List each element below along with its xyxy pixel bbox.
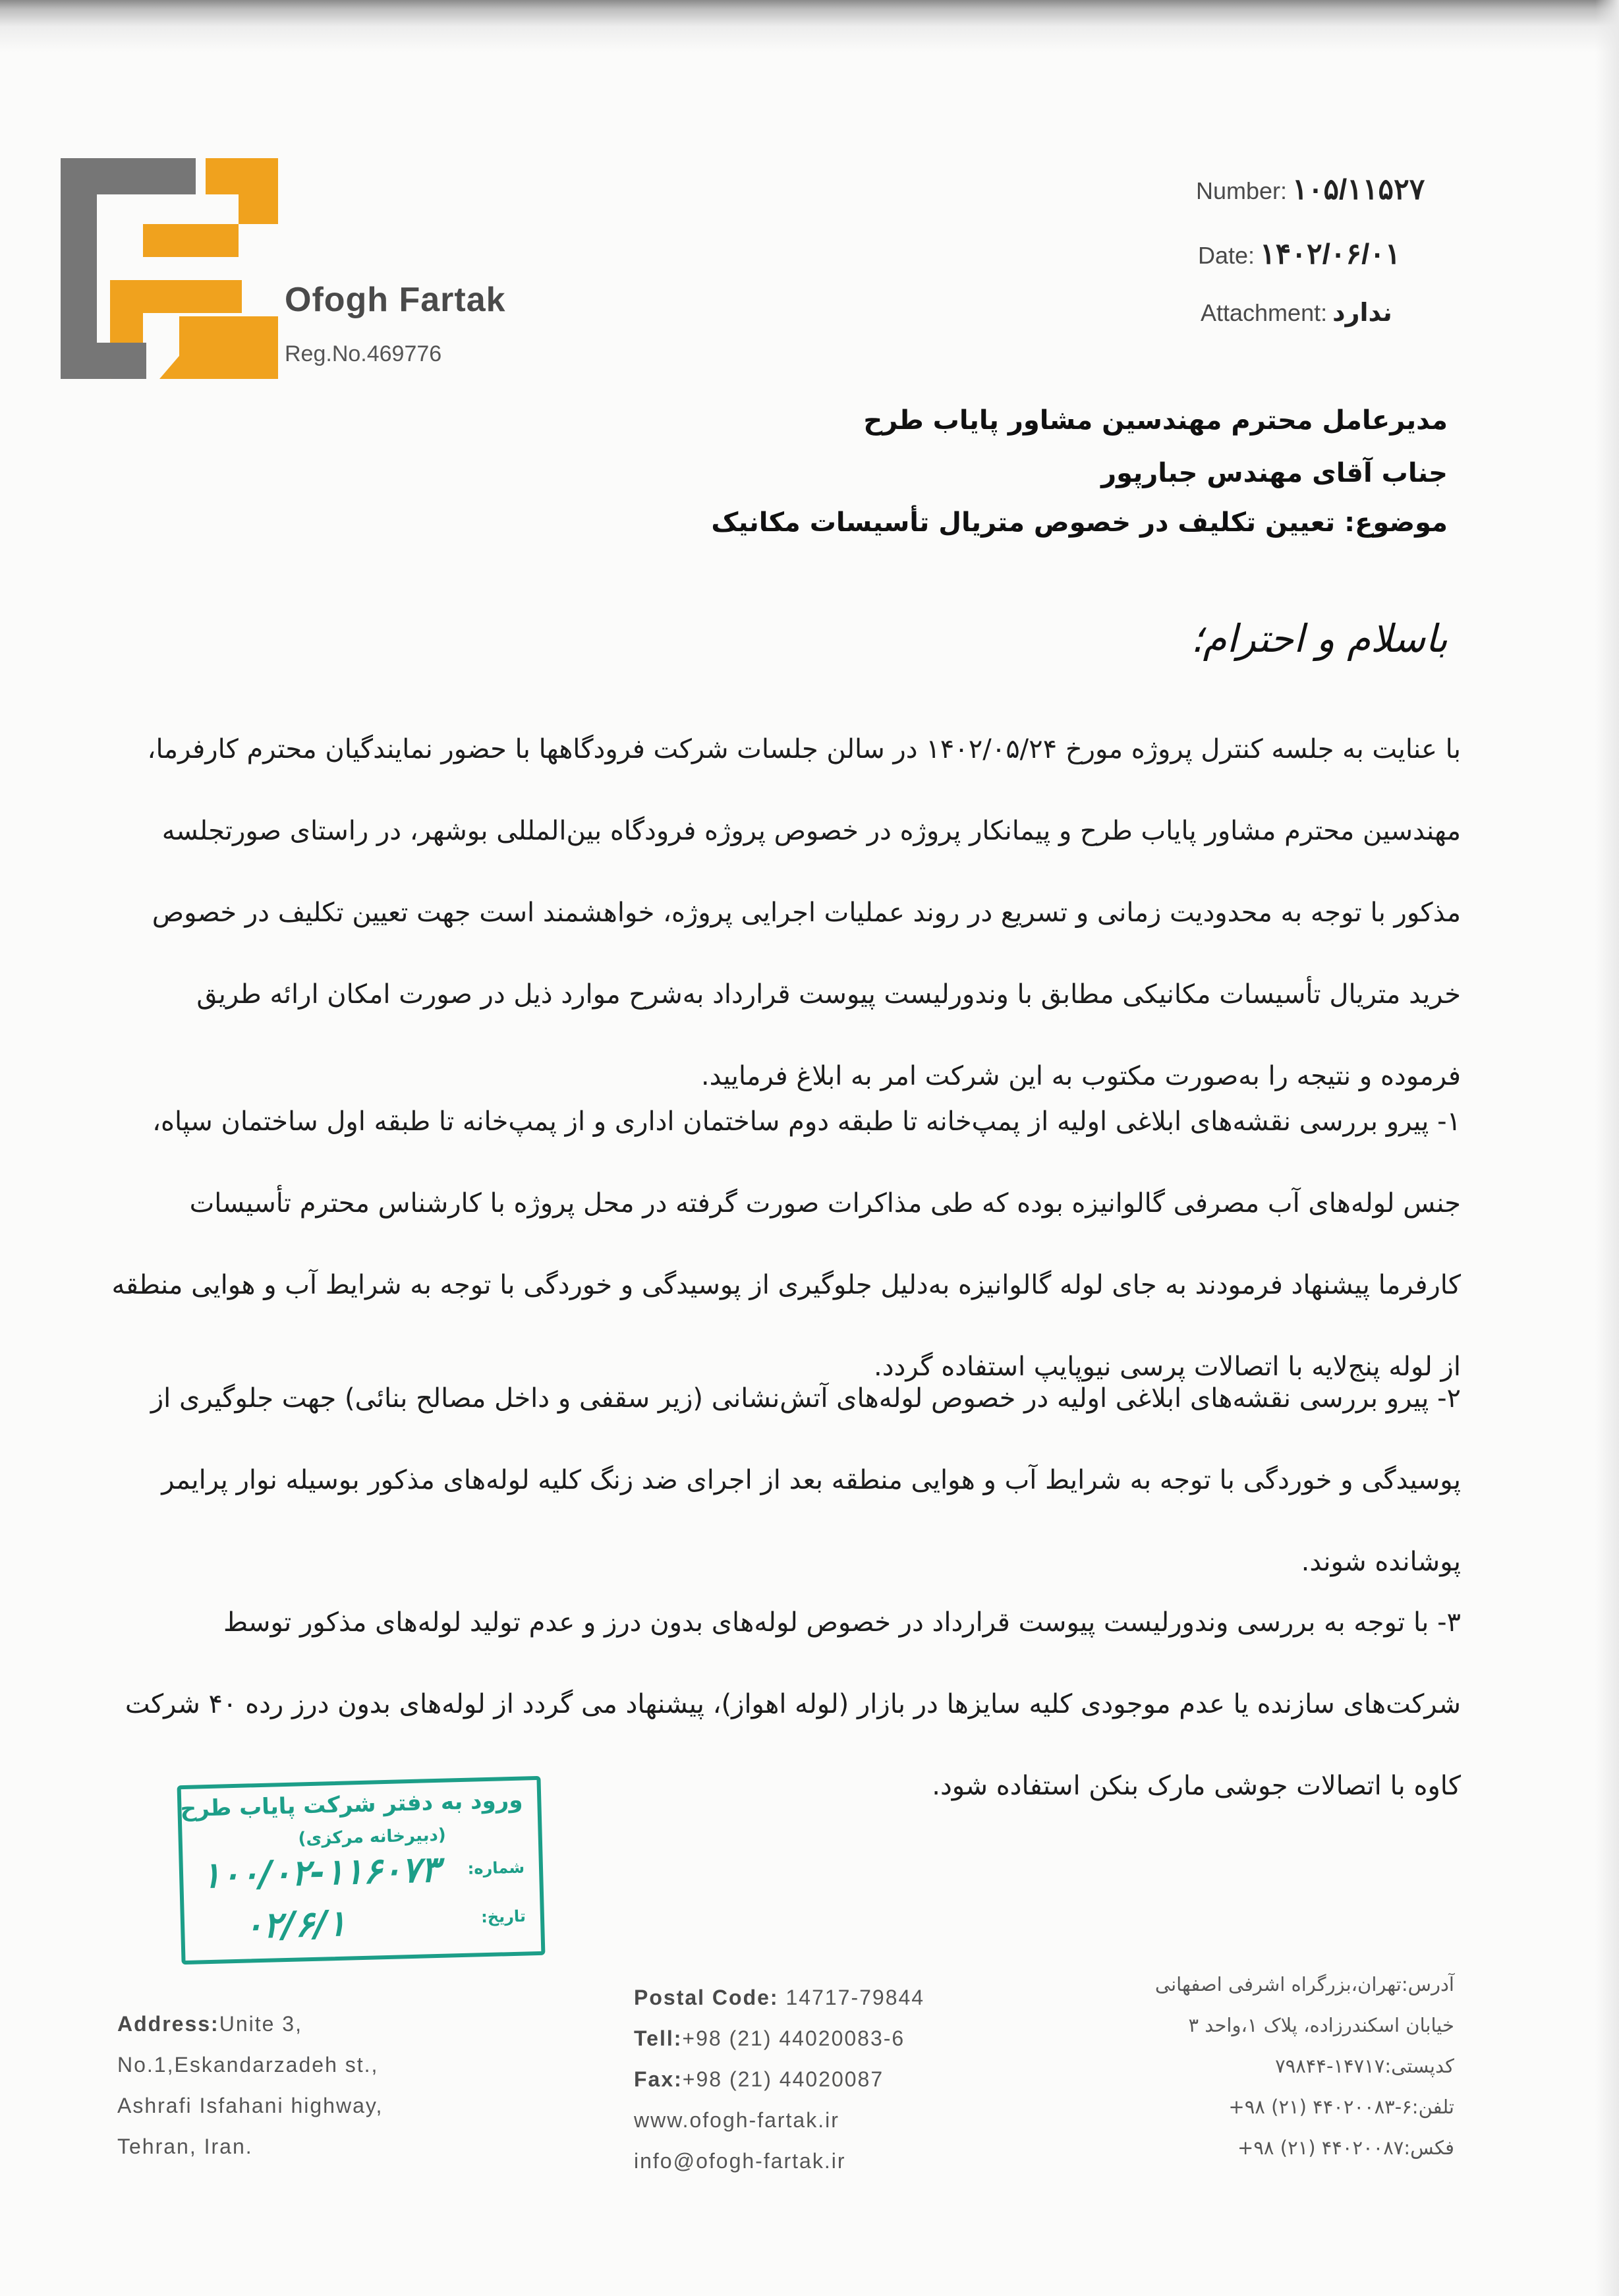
- letter-date: [1198, 237, 1401, 271]
- fa-postal-label: کدپستی:: [1384, 2055, 1454, 2077]
- fa-fax-label: فکس:: [1404, 2137, 1454, 2159]
- fa-tel-value: ۶-۴۴۰۲۰۰۸۳ (۲۱) ۹۸+: [1228, 2096, 1412, 2118]
- address-line-1: Unite 3,: [219, 2012, 302, 2036]
- stamp-title: ورود به دفتر شرکت پایاب طرح: [180, 1787, 523, 1823]
- tel-value: +98 (21) 44020083-6: [682, 2026, 905, 2050]
- stamp-number-label: شماره:: [467, 1858, 525, 1878]
- recipient-line: مدیرعامل محترم مهندسین مشاور پایاب طرح: [863, 405, 1448, 436]
- footer-persian: [1155, 1964, 1454, 2168]
- company-name: Ofogh Fartak: [285, 281, 506, 319]
- fa-address-label: آدرس:: [1401, 1973, 1454, 1995]
- fax-label: Fax:: [634, 2067, 683, 2091]
- postal-value: 14717-79844: [785, 1986, 925, 2009]
- email-link[interactable]: info@ofogh-fartak.ir: [634, 2149, 846, 2173]
- attachment-value: ندارد: [1332, 298, 1392, 327]
- website-link[interactable]: www.ofogh-fartak.ir: [634, 2108, 839, 2132]
- date-label: Date:: [1198, 242, 1255, 269]
- fax-value: +98 (21) 44020087: [682, 2067, 884, 2091]
- item-3: ۳- با توجه به بررسی وندورلیست پیوست قرارداد در خصوص لوله‌های بدون درز و عدم تولید لوله‌های مذکور توسط شرکت‌های سازنده یا عدم موجودی کلیه سایزها در بازار (لوله اهواز)، پیشنهاد می گردد از لوله‌های بدون درز رده ۴۰ شرکت کاوه با اتصالات جوشی مارک بنکن استفاده شود.: [125, 1607, 1461, 1801]
- fa-postal-value: ۱۴۷۱۷-۷۹۸۴۴: [1275, 2055, 1385, 2077]
- item-2: ۲- پیرو بررسی نقشه‌های ابلاغی اولیه در خصوص لوله‌های آتش‌نشانی (زیر سقفی و داخل مصالح بنائی) جهت جلوگیری از پوسیدگی و خوردگی با توجه به شرایط آب و هوایی منطقه بعد از اجرای ضد زنگ کلیه لوله‌های مذکور بوسیله نوار پرایمر پوشانده شوند.: [150, 1383, 1461, 1577]
- stamp-date-label: تاریخ:: [480, 1907, 526, 1927]
- letter-attachment: [1201, 298, 1392, 327]
- footer-address: [117, 2003, 383, 2167]
- greeting: باسلام و احترام؛: [1191, 616, 1448, 661]
- item-1: ۱- پیرو بررسی نقشه‌های ابلاغی اولیه از پمپ‌خانه تا طبقه دوم ساختمان اداری و از پمپ‌خانه تا طبقه اول ساختمان سپاه، جنس لوله‌های آب مصرفی گالوانیزه بوده که طی مذاکرات صورت گرفته در محل پروژه با کارشناس محترم تأسیسات کارفرما پیشنهاد فرمودند به جای لوله گالوانیزه به‌دلیل جلوگیری از پوسیدگی و خوردگی با توجه به شرایط آب و هوایی منطقه از لوله پنج‌لایه با اتصالات پرسی نیوپایپ استفاده گردد.: [111, 1106, 1461, 1382]
- address-line-4: Tehran, Iran.: [117, 2135, 253, 2158]
- fa-fax-value: ۴۴۰۲۰۰۸۷ (۲۱) ۹۸+: [1237, 2137, 1404, 2159]
- date-value: ۱۴۰۲/۰۶/۰۱: [1260, 238, 1401, 270]
- scan-top-edge: [0, 0, 1619, 53]
- tel-label: Tell:: [634, 2026, 683, 2050]
- stamp-number: ۱۰۰/۰۲-۱۱۶۰۷۳: [201, 1848, 441, 1897]
- fa-address-1: تهران،بزرگراه اشرفی اصفهانی: [1154, 1973, 1402, 1995]
- registration-number: Reg.No.469776: [285, 341, 442, 366]
- fa-tel-label: تلفن:: [1411, 2096, 1454, 2118]
- address-line-2: No.1,Eskandarzadeh st.,: [117, 2053, 379, 2077]
- attention-line: جناب آقای مهندس جبارپور: [1101, 458, 1448, 488]
- intro-paragraph: با عنایت به جلسه کنترل پروژه مورخ ۱۴۰۲/۰۵/۲۴ در سالن جلسات شرکت فرودگاهها با حضور نمایندگیان محترم کارفرما، مهندسین محترم مشاور پایاب طرح و پیمانکار پروژه در خصوص پروژه فرودگاه بین‌المللی بوشهر، در راستای صورتجلسه مذکور با توجه به محدودیت زمانی و تسریع در روند عملیات اجرایی پروژه، خواهشمند است جهت تعیین تکلیف در خصوص خرید متریال تأسیسات مکانیکی مطابق با وندورلیست پیوست قرارداد به‌شرح موارد ذیل در صورت امکان ارائه طریق فرموده و نتیجه را به‌صورت مکتوب به این شرکت امر به ابلاغ فرمایید.: [147, 734, 1461, 1091]
- postal-label: Postal Code:: [634, 1986, 779, 2009]
- stamp-subtitle: (دبیرخانه مرکزی): [298, 1825, 447, 1849]
- address-line-3: Ashrafi Isfahani highway,: [117, 2094, 383, 2117]
- letter-number: [1196, 173, 1425, 206]
- number-label: Number:: [1196, 177, 1288, 204]
- fa-address-2: خیابان اسکندرزاده، پلاک ۱،واحد ۳: [1188, 2014, 1454, 2036]
- company-logo-icon: [61, 158, 278, 379]
- scan-right-edge: [1595, 0, 1619, 2296]
- number-value: ۱۰۵/۱۱۵۲۷: [1292, 173, 1425, 206]
- footer-contact: [634, 1977, 924, 2181]
- received-stamp: [177, 1776, 546, 1965]
- subject-line: موضوع: تعیین تکلیف در خصوص متریال تأسیسات مکانیک: [711, 507, 1448, 538]
- stamp-date: ۰۲/۶/۱: [243, 1902, 347, 1947]
- attachment-label: Attachment:: [1201, 299, 1328, 326]
- address-label: Address:: [117, 2012, 219, 2036]
